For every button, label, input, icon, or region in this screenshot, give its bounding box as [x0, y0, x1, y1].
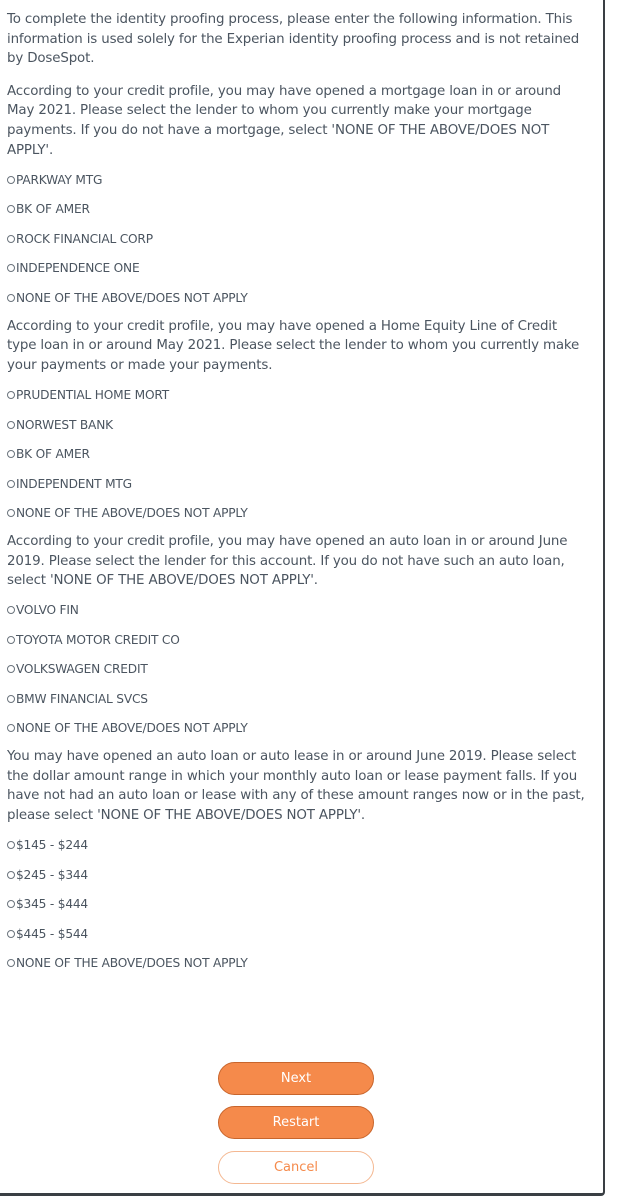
option-label: $145 - $244 — [16, 838, 88, 853]
option-label: INDEPENDENT MTG — [16, 476, 132, 491]
radio-button[interactable] — [7, 450, 15, 458]
radio-button[interactable] — [7, 959, 15, 967]
radio-button[interactable] — [7, 421, 15, 429]
radio-option[interactable] — [7, 165, 589, 195]
radio-button[interactable] — [7, 509, 15, 517]
option-label: BK OF AMER — [16, 447, 90, 462]
radio-button[interactable] — [7, 724, 15, 732]
radio-option[interactable] — [7, 860, 589, 890]
identity-proofing-form — [7, 10, 589, 982]
radio-option[interactable] — [7, 224, 589, 254]
radio-option[interactable] — [7, 831, 589, 861]
radio-option[interactable] — [7, 714, 589, 744]
radio-option[interactable] — [7, 254, 589, 284]
option-label: BMW FINANCIAL SVCS — [16, 691, 148, 706]
answer-options — [7, 831, 589, 979]
radio-button[interactable] — [7, 695, 15, 703]
option-label: NONE OF THE ABOVE/DOES NOT APPLY — [16, 290, 248, 305]
radio-button[interactable] — [7, 665, 15, 673]
question-block-heloc — [7, 317, 589, 528]
radio-button[interactable] — [7, 930, 15, 938]
radio-button[interactable] — [7, 235, 15, 243]
option-label: $345 - $444 — [16, 897, 88, 912]
question-text: According to your credit profile, you may have opened a mortgage loan in or around May 2021. Please select the lender to whom you currently make your mortgage payments. If you do not have a mortgage, select 'NONE OF THE ABOVE/DOES NOT APPLY'. — [7, 83, 562, 158]
radio-button[interactable] — [7, 871, 15, 879]
option-label: BK OF AMER — [16, 202, 90, 217]
radio-option[interactable] — [7, 195, 589, 225]
radio-option[interactable] — [7, 596, 589, 626]
restart-button[interactable]: Restart — [218, 1106, 374, 1139]
radio-option[interactable] — [7, 439, 589, 469]
radio-button[interactable] — [7, 841, 15, 849]
radio-option[interactable] — [7, 410, 589, 440]
radio-button[interactable] — [7, 205, 15, 213]
radio-option[interactable] — [7, 469, 589, 499]
radio-button[interactable] — [7, 606, 15, 614]
radio-option[interactable] — [7, 919, 589, 949]
answer-options — [7, 380, 589, 528]
intro-text: To complete the identity proofing process, please enter the following information. This information is used solely for the Experian identity proofing process and is not retained by DoseSpot. — [7, 12, 580, 67]
answer-options — [7, 596, 589, 744]
option-label: $245 - $344 — [16, 867, 88, 882]
cancel-button[interactable]: Cancel — [218, 1151, 374, 1184]
next-button[interactable]: Next — [218, 1062, 374, 1095]
option-label: NONE OF THE ABOVE/DOES NOT APPLY — [16, 506, 248, 521]
option-label: $445 - $544 — [16, 926, 88, 941]
radio-option[interactable] — [7, 655, 589, 685]
radio-option[interactable] — [7, 625, 589, 655]
option-label: NONE OF THE ABOVE/DOES NOT APPLY — [16, 721, 248, 736]
question-text: According to your credit profile, you may have opened a Home Equity Line of Credit type loan in or around May 2021. Please select the lender to whom you currently make your payments or made your payments. — [7, 318, 580, 373]
radio-button[interactable] — [7, 294, 15, 302]
option-label: ROCK FINANCIAL CORP — [16, 231, 153, 246]
radio-option[interactable] — [7, 949, 589, 979]
question-block-payment-range — [7, 747, 589, 978]
radio-option[interactable] — [7, 684, 589, 714]
radio-button[interactable] — [7, 636, 15, 644]
question-text: You may have opened an auto loan or auto lease in or around June 2019. Please select the dollar amount range in which your monthly auto loan or lease payment falls. If you have not had an auto loan or lease with any of these amount ranges now or in the past, please select 'NONE OF THE ABOVE/DOES NOT APPLY'. — [7, 749, 585, 823]
option-label: INDEPENDENCE ONE — [16, 261, 140, 276]
option-label: NORWEST BANK — [16, 417, 113, 432]
option-label: PARKWAY MTG — [16, 172, 103, 187]
option-label: VOLKSWAGEN CREDIT — [16, 662, 148, 677]
radio-button[interactable] — [7, 480, 15, 488]
radio-button[interactable] — [7, 391, 15, 399]
answer-options — [7, 165, 589, 313]
radio-option[interactable] — [7, 380, 589, 410]
radio-option[interactable] — [7, 498, 589, 528]
radio-option[interactable] — [7, 890, 589, 920]
option-label: TOYOTA MOTOR CREDIT CO — [16, 632, 180, 647]
question-block-mortgage — [7, 82, 589, 313]
option-label: NONE OF THE ABOVE/DOES NOT APPLY — [16, 956, 248, 971]
question-text: According to your credit profile, you may have opened an auto loan in or around June 2019. Please select the lender for this account. If you do not have such an auto loan, select 'NONE OF THE ABOVE/DOES NOT APPLY'. — [7, 533, 568, 589]
question-block-auto-loan — [7, 532, 589, 743]
option-label: VOLVO FIN — [16, 603, 79, 618]
option-label: PRUDENTIAL HOME MORT — [16, 388, 169, 403]
radio-button[interactable] — [7, 176, 15, 184]
radio-option[interactable] — [7, 283, 589, 313]
radio-button[interactable] — [7, 900, 15, 908]
radio-button[interactable] — [7, 264, 15, 272]
